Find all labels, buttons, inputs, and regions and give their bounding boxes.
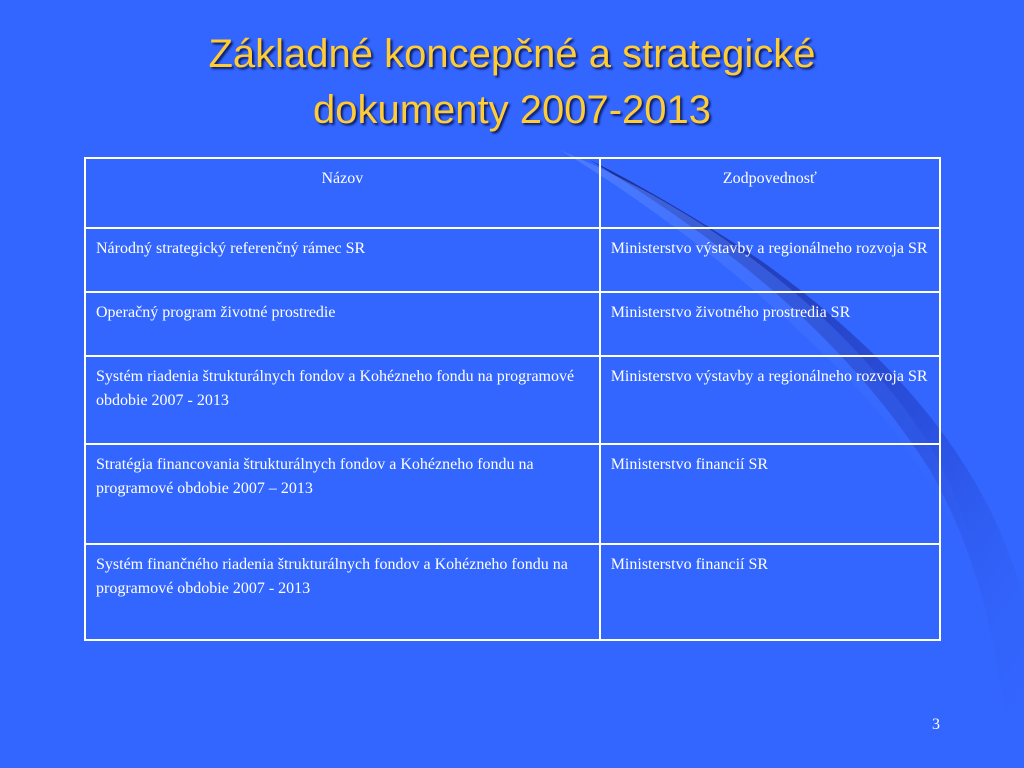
cell-responsible: Ministerstvo financií SR — [600, 444, 940, 544]
cell-document-name: Operačný program životné prostredie — [85, 292, 600, 356]
cell-responsible: Ministerstvo výstavby a regionálneho rozvoja SR — [600, 356, 940, 444]
cell-document-name: Stratégia financovania štrukturálnych fondov a Kohézneho fondu na programové obdobie 2007 – 2013 — [85, 444, 600, 544]
table-row — [85, 292, 940, 356]
cell-responsible: Ministerstvo životného prostredia SR — [600, 292, 940, 356]
table-row — [85, 228, 940, 292]
header-name: Názov — [85, 158, 600, 228]
documents-table — [84, 157, 941, 641]
cell-document-name: Systém riadenia štrukturálnych fondov a Kohézneho fondu na programové obdobie 2007 - 2013 — [85, 356, 600, 444]
header-responsibility: Zodpovednosť — [600, 158, 940, 228]
table-row — [85, 356, 940, 444]
cell-document-name: Národný strategický referenčný rámec SR — [85, 228, 600, 292]
table-header-row — [85, 158, 940, 228]
cell-document-name: Systém finančného riadenia štrukturálnych fondov a Kohézneho fondu na programové obdobie 2007 - 2013 — [85, 544, 600, 640]
page-number: 3 — [932, 716, 940, 733]
table-row — [85, 544, 940, 640]
title-line-2: dokumenty 2007-2013 — [312, 88, 712, 132]
table-row — [85, 444, 940, 544]
page-title — [60, 26, 964, 138]
cell-responsible: Ministerstvo financií SR — [600, 544, 940, 640]
title-line-1: Základné koncepčné a strategické — [208, 32, 816, 76]
cell-responsible: Ministerstvo výstavby a regionálneho rozvoja SR — [600, 228, 940, 292]
